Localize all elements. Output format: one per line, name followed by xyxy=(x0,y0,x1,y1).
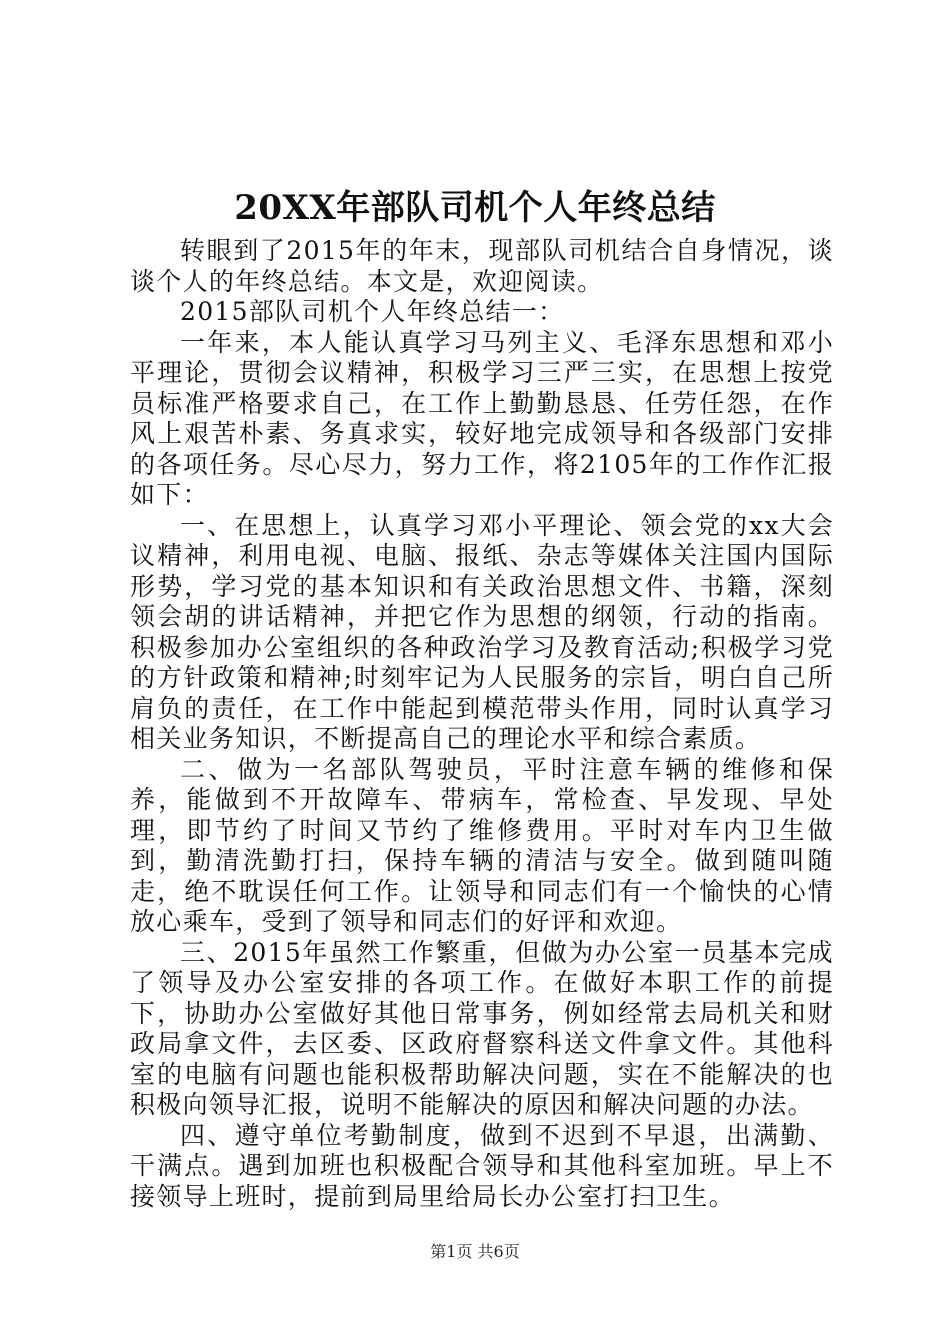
paragraph-overview: 一年来，本人能认真学习马列主义、毛泽东思想和邓小平理论，贯彻会议精神，积极学习三严三实，在思想上按党员标准严格要求自己，在工作上勤勤恳恳、任劳任怨，在作风上艰苦朴素、务真求实，较好地完成领导和各级部门安排的各项任务。尽心尽力，努力工作，将2105年的工作作汇报如下： xyxy=(130,327,834,509)
paragraph-section-2: 二、做为一名部队驾驶员，平时注意车辆的维修和保养，能做到不开故障车、带病车，常检查、早发现、早处理，即节约了时间又节约了维修费用。平时对车内卫生做到，勤清洗勤打扫，保持车辆的清洁与安全。做到随叫随走，绝不耽误任何工作。让领导和同志们有一个愉快的心情放心乘车，受到了领导和同志们的好评和欢迎。 xyxy=(130,754,834,936)
document-body xyxy=(130,236,834,1212)
paragraph-section-4: 四、遵守单位考勤制度，做到不迟到不早退，出满勤、干满点。遇到加班也积极配合领导和其他科室加班。早上不接领导上班时，提前到局里给局长办公室打扫卫生。 xyxy=(130,1120,834,1211)
document-title: 20XX年部队司机个人年终总结 xyxy=(234,188,716,228)
paragraph-intro: 转眼到了2015年的年末，现部队司机结合自身情况，谈谈个人的年终总结。本文是，欢迎阅读。 xyxy=(130,236,834,296)
paragraph-section-3: 三、2015年虽然工作繁重，但做为办公室一员基本完成了领导及办公室安排的各项工作。在做好本职工作的前提下，协助办公室做好其他日常事务，例如经常去局机关和财政局拿文件，去区委、区政府督察科送文件拿文件。其他科室的电脑有问题也能积极帮助解决问题，实在不能解决的也积极向领导汇报，说明不能解决的原因和解决问题的办法。 xyxy=(130,937,834,1119)
paragraph-section-1: 一、在思想上，认真学习邓小平理论、领会党的xx大会议精神，利用电视、电脑、报纸、杂志等媒体关注国内国际形势，学习党的基本知识和有关政治思想文件、书籍，深刻领会胡的讲话精神，并把它作为思想的纲领，行动的指南。积极参加办公室组织的各种政治学习及教育活动;积极学习党的方针政策和精神;时刻牢记为人民服务的宗旨，明白自己所肩负的责任，在工作中能起到模范带头作用，同时认真学习相关业务知识，不断提高自己的理论水平和综合素质。 xyxy=(130,510,834,753)
paragraph-subtitle: 2015部队司机个人年终总结一： xyxy=(180,297,565,326)
page-footer: 第1页 共6页 xyxy=(430,1242,520,1261)
